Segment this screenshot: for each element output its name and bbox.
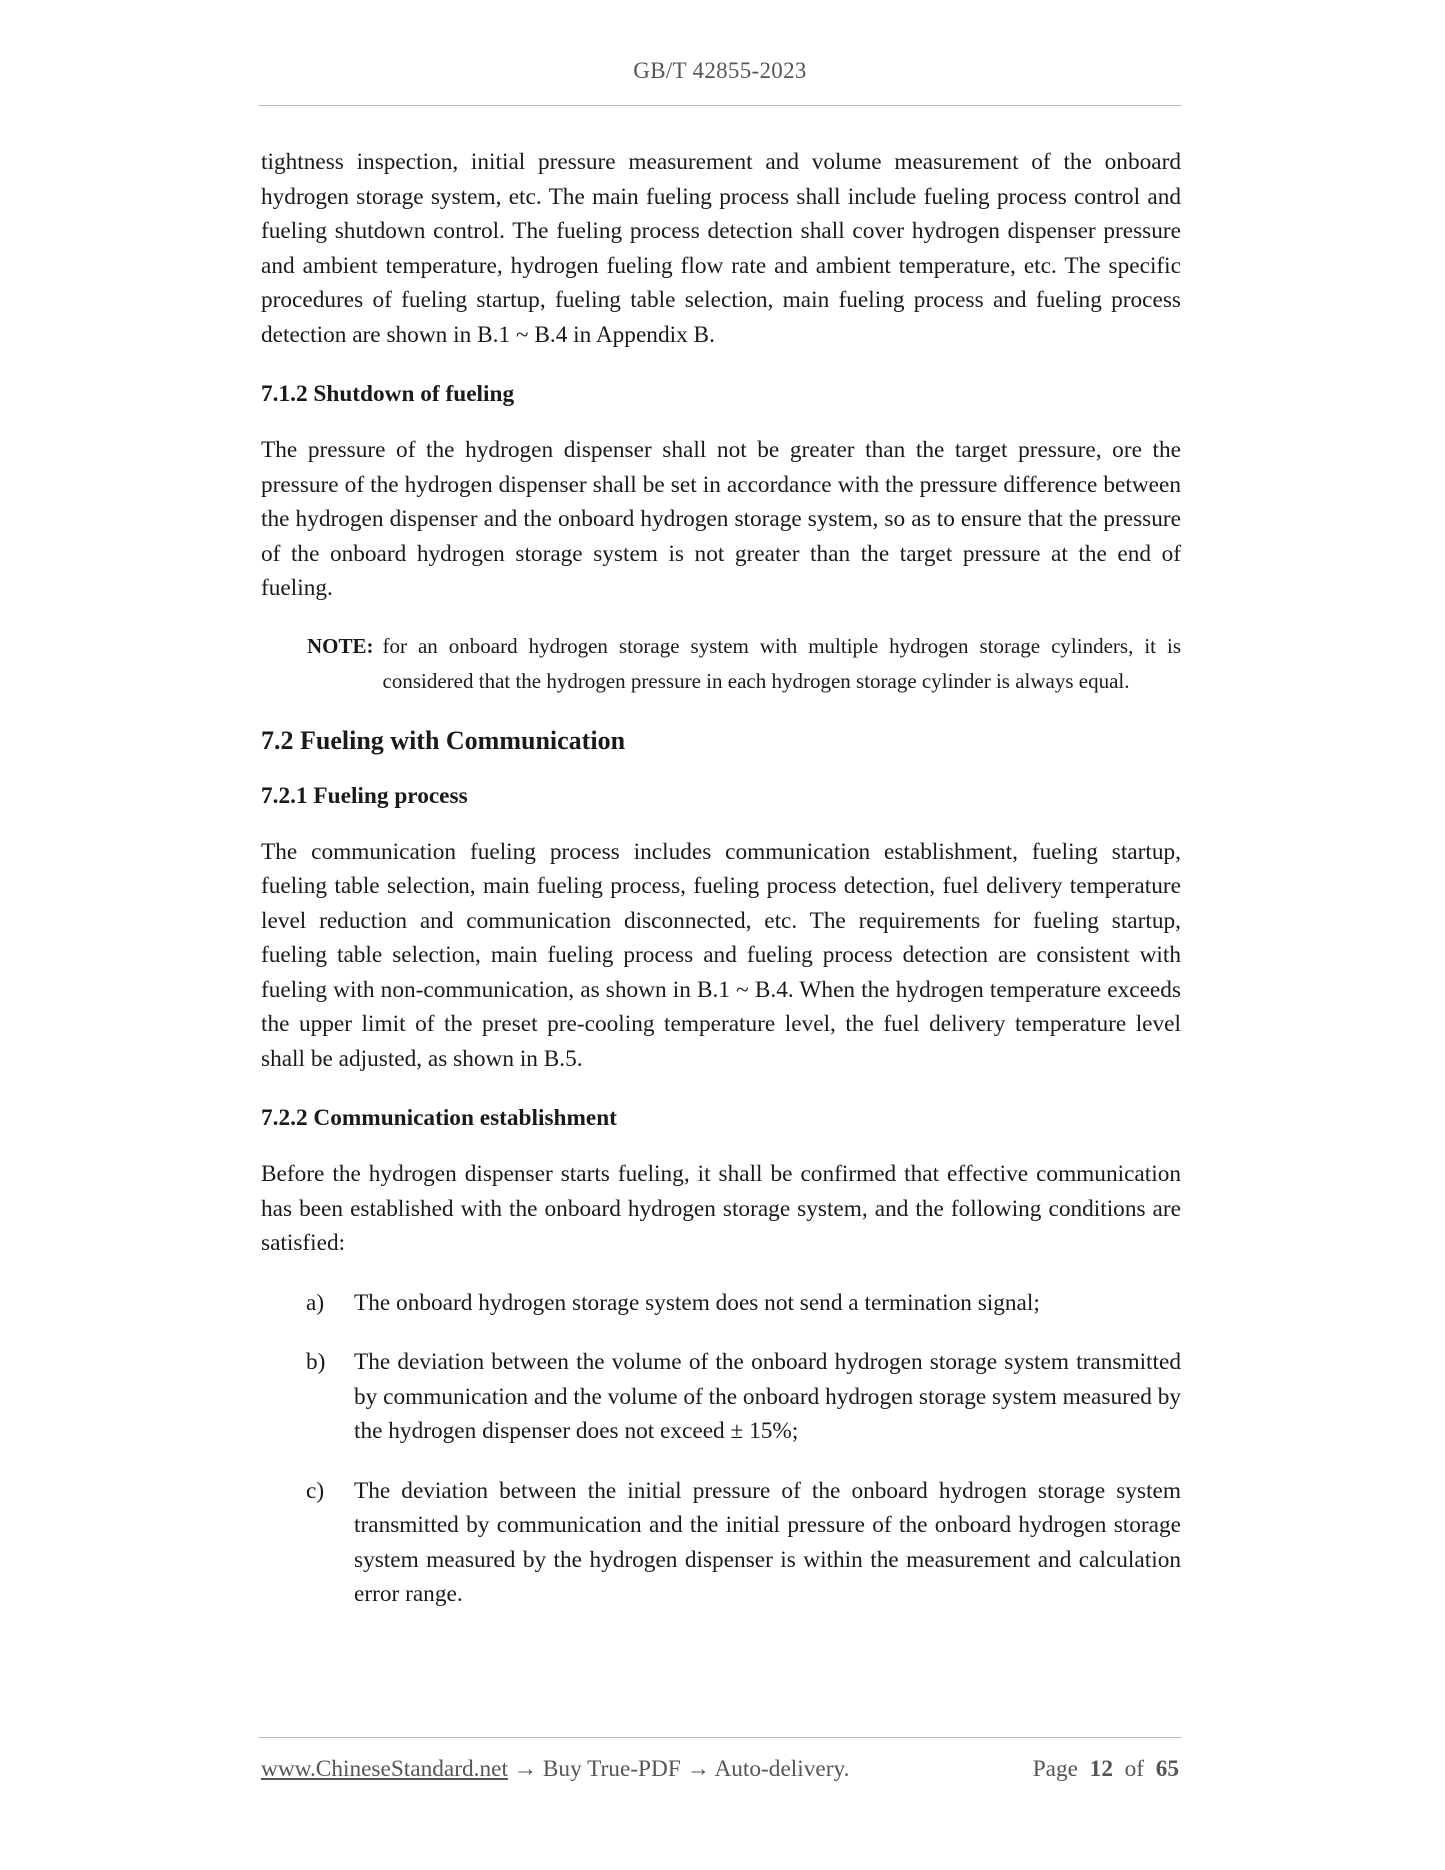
list-item-text: The deviation between the initial pressure of the onboard hydrogen storage system transmitted by communication and the initial pressure of the onboard hydrogen storage system measured by the hydrogen dispenser is within the measurement and calculation error range. bbox=[354, 1477, 1181, 1607]
list-item-text: The deviation between the volume of the onboard hydrogen storage system transmitted by communication and the volume of the onboard hydrogen storage system measured by the hydrogen dispenser does not exceed ± 15%; bbox=[354, 1349, 1181, 1444]
website-link[interactable]: www.ChineseStandard.net bbox=[261, 1756, 508, 1782]
of-word: of bbox=[1124, 1756, 1145, 1782]
conditions-list bbox=[261, 1286, 1181, 1612]
current-page-number: 12 bbox=[1089, 1756, 1113, 1782]
heading-7-2: 7.2 Fueling with Communication bbox=[261, 725, 626, 755]
heading-7-1-2: 7.1.2 Shutdown of fueling bbox=[261, 381, 515, 407]
list-marker: a) bbox=[306, 1289, 325, 1316]
note-block bbox=[307, 629, 1181, 699]
heading-7-2-1: 7.2.1 Fueling process bbox=[261, 782, 468, 809]
total-page-number: 65 bbox=[1155, 1756, 1179, 1782]
list-item bbox=[306, 1286, 1181, 1321]
page-word: Page bbox=[1032, 1756, 1079, 1782]
list-item bbox=[306, 1474, 1181, 1612]
page-footer bbox=[261, 1756, 1179, 1783]
document-id-header: GB/T 42855-2023 bbox=[633, 58, 807, 83]
paragraph-communication-establishment: Before the hydrogen dispenser starts fueling, it shall be confirmed that effective communication has been established with the onboard hydrogen storage system, and the following conditions are satisfied: bbox=[261, 1161, 1181, 1256]
footer-promo bbox=[261, 1756, 849, 1783]
note-text: for an onboard hydrogen storage system with multiple hydrogen storage cylinders, it is considered that the hydrogen pressure in each hydrogen storage cylinder is always equal. bbox=[382, 633, 1181, 693]
page-number bbox=[1033, 1756, 1179, 1783]
page-content bbox=[261, 145, 1181, 1637]
paragraph-shutdown: The pressure of the hydrogen dispenser shall not be greater than the target pressure, ore the pressure of the hydrogen dispenser shall be set in accordance with the pressure difference between the hydrogen dispenser and the onboard hydrogen storage system, so as to ensure that the pressure of the onboard hydrogen storage system is not greater than the target pressure at the end of fueling. bbox=[261, 437, 1181, 601]
list-item bbox=[306, 1345, 1181, 1449]
paragraph-fueling-procedure: tightness inspection, initial pressure measurement and volume measurement of the onboard hydrogen storage system, etc. The main fueling process shall include fueling process control and fueling shutdown control. The fueling process detection shall cover hydrogen dispenser pressure and ambient temperature, hydrogen fueling flow rate and ambient temperature, etc. The specific procedures of fueling startup, fueling table selection, main fueling process and fueling process detection are shown in B.1 ~ B.4 in Appendix B. bbox=[261, 149, 1181, 348]
list-marker: c) bbox=[306, 1477, 325, 1504]
heading-7-2-2: 7.2.2 Communication establishment bbox=[261, 1105, 617, 1131]
list-item-text: The onboard hydrogen storage system does not send a termination signal; bbox=[354, 1289, 1040, 1316]
note-label: NOTE: bbox=[307, 633, 374, 658]
list-marker: b) bbox=[306, 1349, 326, 1375]
header-divider bbox=[258, 105, 1182, 106]
footer-divider bbox=[258, 1737, 1182, 1738]
paragraph-communication-process: The communication fueling process includes communication establishment, fueling startup, fueling table selection, main fueling process, fueling process detection, fuel delivery temperature level reduction and communication disconnected, etc. The requirements for fueling startup, fueling table selection, main fueling process and fueling process detection are consistent with fueling with non-communication, as shown in B.1 ~ B.4. When the hydrogen temperature exceeds the upper limit of the preset pre-cooling temperature level, the fuel delivery temperature level shall be adjusted, as shown in B.5. bbox=[261, 838, 1181, 1072]
footer-promo-text: → Buy True-PDF → Auto-delivery. bbox=[507, 1756, 850, 1782]
